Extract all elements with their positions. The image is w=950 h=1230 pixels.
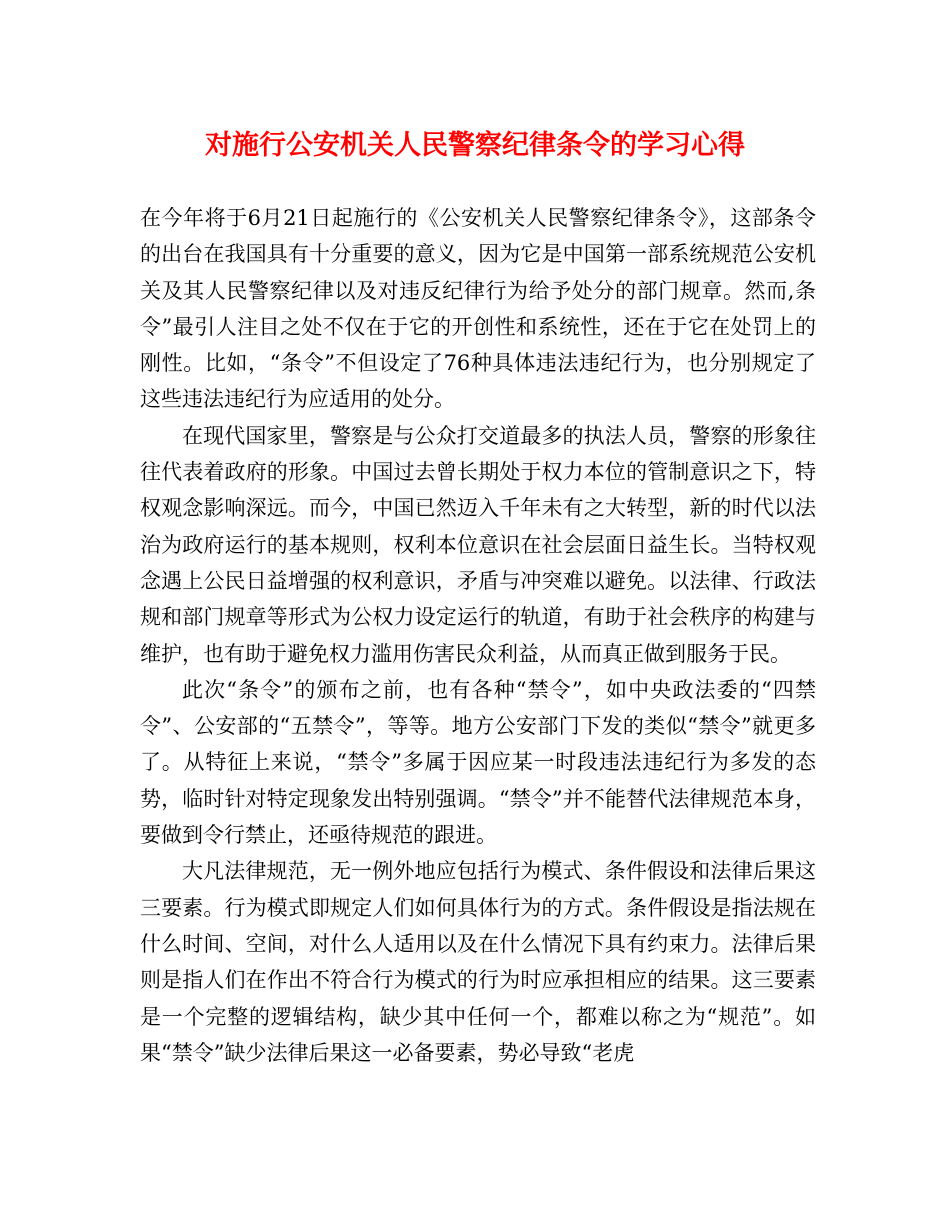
paragraph-4: 大凡法律规范，无一例外地应包括行为模式、条件假设和法律后果这三要素。行为模式即规定人们如何具体行为的方式。条件假设是指法规在什么时间、空间，对什么人适用以及在什么情况下具有约束力。法律后果则是指人们在作出不符合行为模式的行为时应承担相应的结果。这三要素是一个完整的逻辑结构，缺少其中任何一个，都难以称之为“规范”。如果“禁令”缺少法律后果这一必备要素，势必导致“老虎 <box>140 859 816 1065</box>
paragraph-1: 在今年将于6月21日起施行的《公安机关人民警察纪律条令》，这部条令的出台在我国具有十分重要的意义，因为它是中国第一部系统规范公安机关及其人民警察纪律以及对违反纪律行为给予处分的部门规章。然而,条令”最引人注目之处不仅在于它的开创性和系统性，还在于它在处罚上的刚性。比如，“条令”不但设定了76种具体违法违纪行为，也分别规定了这些违法违纪行为应适用的处分。 <box>140 206 816 412</box>
document-body <box>140 200 816 1071</box>
document-title: 对施行公安机关人民警察纪律条令的学习心得 <box>205 130 745 161</box>
paragraph-2: 在现代国家里，警察是与公众打交道最多的执法人员，警察的形象往往代表着政府的形象。中国过去曾长期处于权力本位的管制意识之下，特权观念影响深远。而今，中国已然迈入千年未有之大转型，新的时代以法治为政府运行的基本规则，权利本位意识在社会层面日益生长。当特权观念遇上公民日益增强的权利意识，矛盾与冲突难以避免。以法律、行政法规和部门规章等形式为公权力设定运行的轨道，有助于社会秩序的构建与维护，也有助于避免权力滥用伤害民众利益，从而真正做到服务于民。 <box>140 423 816 666</box>
paragraph-3: 此次“条令”的颁布之前，也有各种“禁令”，如中央政法委的“四禁令”、公安部的“五禁令”，等等。地方公安部门下发的类似“禁令”就更多了。从特征上来说，“禁令”多属于因应某一时段违法违纪行为多发的态势，临时针对特定现象发出特别强调。“禁令”并不能替代法律规范本身，要做到令行禁止，还亟待规范的跟进。 <box>140 677 816 848</box>
